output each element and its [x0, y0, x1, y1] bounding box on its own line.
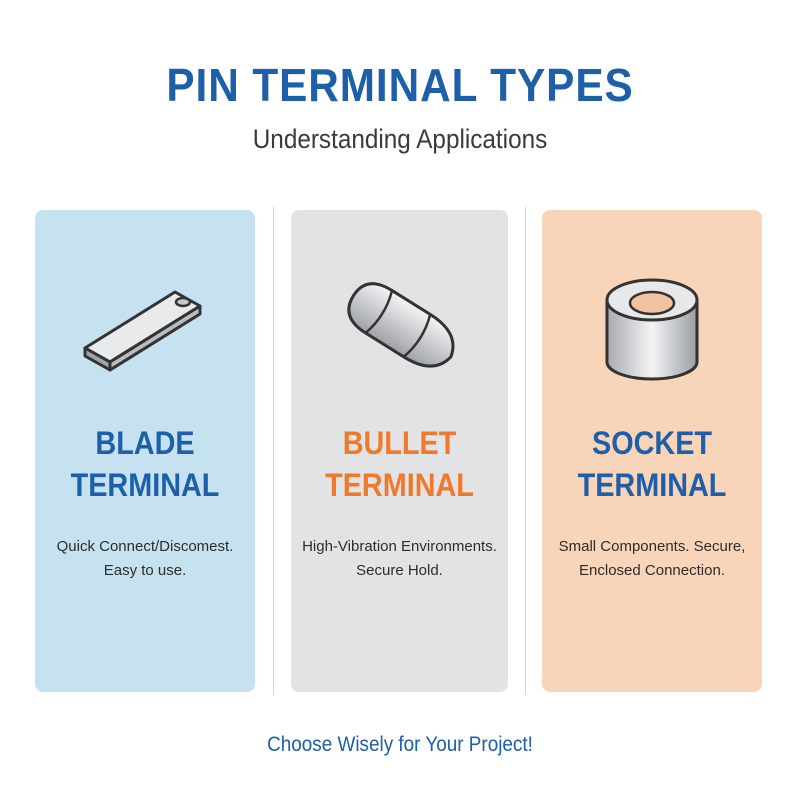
card-title — [553, 422, 751, 506]
card-title — [302, 422, 497, 506]
card-title-line: TERMINAL — [577, 467, 727, 503]
footer-tagline: Choose Wisely for Your Project! — [267, 733, 533, 756]
blade-terminal-icon — [80, 270, 210, 380]
card-description-line: High-Vibration Environments. — [302, 538, 497, 555]
card-description-line: Small Components. Secure, — [558, 538, 746, 555]
card-description — [291, 535, 508, 583]
card-description-line: Quick Connect/Discomest. — [56, 538, 234, 555]
socket-terminal-icon — [597, 270, 707, 385]
page-subtitle: Understanding Applications — [252, 124, 548, 154]
card-blade-terminal — [35, 210, 255, 692]
bullet-terminal-icon — [335, 270, 465, 380]
card-description-line: Enclosed Connection. — [579, 562, 725, 579]
divider — [273, 207, 274, 695]
card-title-line: TERMINAL — [325, 467, 474, 503]
page-title: PIN TERMINAL TYPES — [166, 59, 634, 111]
card-title-line: TERMINAL — [70, 467, 220, 503]
card-title-line: SOCKET — [591, 425, 713, 461]
card-title — [46, 422, 244, 506]
card-description-line: Easy to use. — [103, 562, 187, 579]
card-socket-terminal — [542, 210, 762, 692]
card-title-line: BLADE — [95, 425, 195, 461]
divider — [525, 207, 526, 695]
card-description — [35, 535, 255, 583]
card-description-line: Secure Hold. — [356, 562, 443, 579]
card-bullet-terminal — [291, 210, 508, 692]
card-title-line: BULLET — [342, 425, 457, 461]
card-description — [542, 535, 762, 583]
